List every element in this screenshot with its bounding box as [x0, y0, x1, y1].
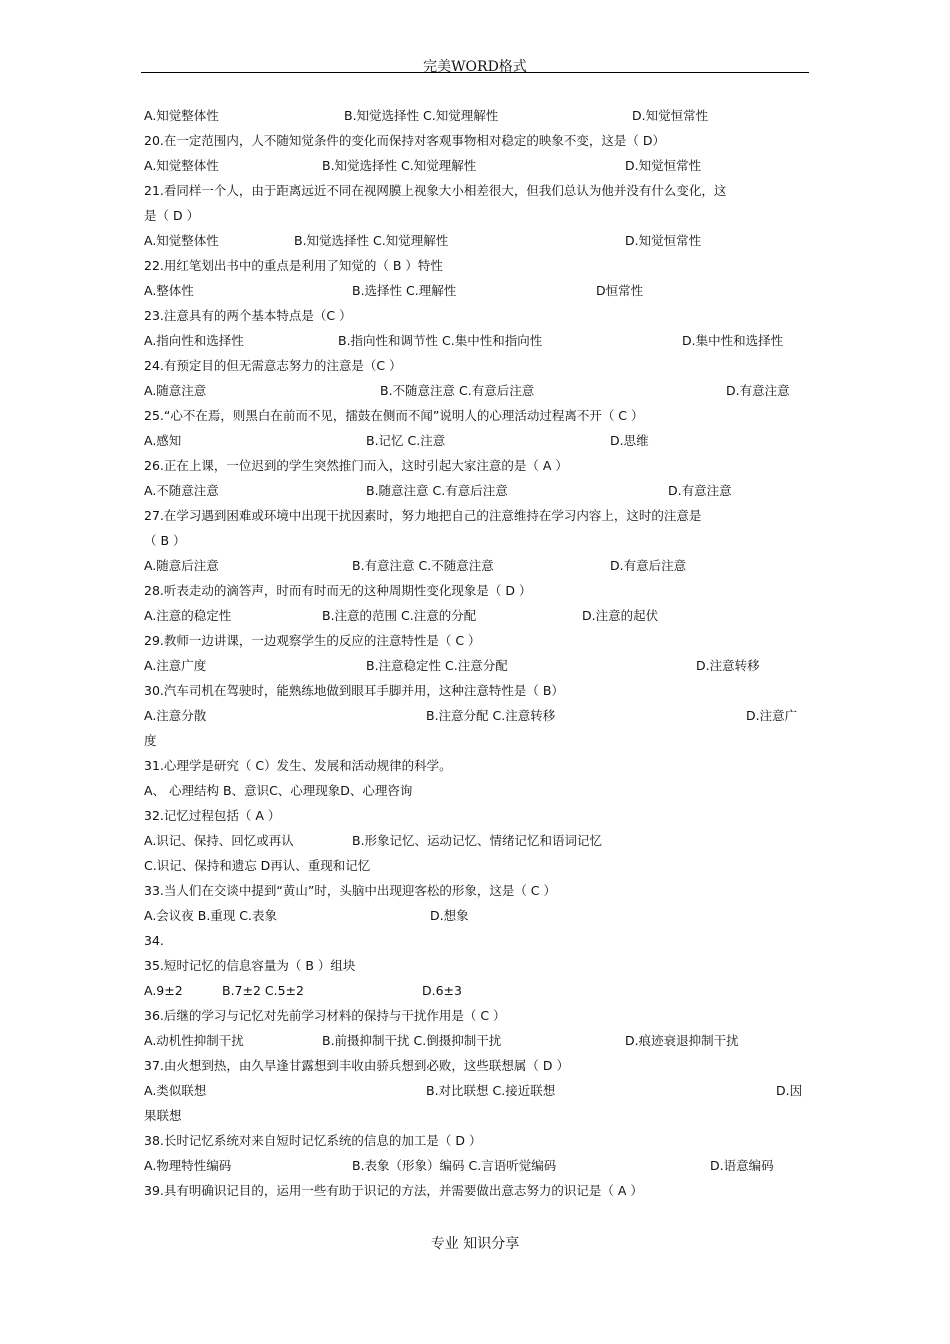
option-row	[144, 278, 812, 303]
question-line: 31.心理学是研究（ C）发生、发展和活动规律的科学。	[144, 758, 452, 773]
option-row	[144, 553, 812, 578]
question-line: 度	[144, 733, 157, 748]
option-text: B.随意注意 C.有意后注意	[366, 483, 508, 498]
option-row	[144, 378, 812, 403]
question-line: 32.记忆过程包括（ A ）	[144, 808, 281, 823]
option-text: A.不随意注意	[144, 483, 219, 498]
option-text: D.知觉恒常性	[625, 158, 702, 173]
question-line: 26.正在上课，一位迟到的学生突然推门而入，这时引起大家注意的是（ A ）	[144, 458, 568, 473]
option-text: D.知觉恒常性	[625, 233, 702, 248]
option-text: D.思维	[610, 433, 649, 448]
option-text: D.集中性和选择性	[682, 333, 784, 348]
option-text: A.类似联想	[144, 1083, 207, 1098]
option-row	[144, 228, 812, 253]
option-row	[144, 1028, 812, 1053]
option-text: B.知觉选择性 C.知觉理解性	[322, 158, 477, 173]
option-row	[144, 653, 812, 678]
option-text: A.随意后注意	[144, 558, 219, 573]
option-text: B.7±2 C.5±2	[222, 983, 304, 998]
option-row	[144, 978, 812, 1003]
option-text: D.痕迹衰退抑制干扰	[625, 1033, 739, 1048]
question-line: A、 心理结构 B、意识C、心理现象D、心理咨询	[144, 783, 413, 798]
option-text: B.记忆 C.注意	[366, 433, 446, 448]
option-text: B.知觉选择性 C.知觉理解性	[294, 233, 449, 248]
option-text: B.不随意注意 C.有意后注意	[380, 383, 535, 398]
question-line: 是（ D ）	[144, 208, 200, 223]
footer-text: 专业 知识分享	[430, 1236, 520, 1252]
option-row	[144, 478, 812, 503]
header-rule	[141, 72, 809, 73]
option-text: A.指向性和选择性	[144, 333, 244, 348]
option-row	[144, 153, 812, 178]
question-line: 34.	[144, 933, 164, 948]
option-row	[144, 1078, 812, 1103]
option-text: A.注意分散	[144, 708, 207, 723]
option-text: B.注意稳定性 C.注意分配	[366, 658, 508, 673]
option-text: A.9±2	[144, 983, 183, 998]
option-row	[144, 1153, 812, 1178]
option-text: A.知觉整体性	[144, 108, 219, 123]
page-header: 完美WORD格式	[423, 59, 527, 75]
option-text: D.因	[776, 1083, 803, 1098]
page-footer	[0, 1233, 950, 1253]
option-text: A.随意注意	[144, 383, 207, 398]
question-line: 27.在学习遇到困难或环境中出现干扰因素时，努力地把自己的注意维持在学习内容上，这时的注意是	[144, 508, 702, 523]
option-text: B.选择性 C.理解性	[352, 283, 457, 298]
option-row	[144, 103, 812, 128]
option-row	[144, 328, 812, 353]
question-line: 35.短时记忆的信息容量为（ B ）组块	[144, 958, 356, 973]
question-line: 22.用红笔划出书中的重点是利用了知觉的（ B ）特性	[144, 258, 443, 273]
option-text: A.注意广度	[144, 658, 207, 673]
option-text: A.注意的稳定性	[144, 608, 232, 623]
option-text: B.对比联想 C.接近联想	[426, 1083, 556, 1098]
option-text: A.会议夜 B.重现 C.表象	[144, 908, 278, 923]
option-text: D.有意注意	[726, 383, 790, 398]
option-text: B.知觉选择性 C.知觉理解性	[344, 108, 499, 123]
option-text: D.想象	[430, 908, 469, 923]
option-text: D.注意广	[746, 708, 798, 723]
question-line: 37.由火想到热，由久旱逢甘露想到丰收由骄兵想到必败，这些联想属（ D ）	[144, 1058, 569, 1073]
option-text: A.知觉整体性	[144, 158, 219, 173]
option-text: A.动机性抑制干扰	[144, 1033, 244, 1048]
option-row	[144, 703, 812, 728]
option-text: D恒常性	[596, 283, 644, 298]
question-line: 20.在一定范围内，人不随知觉条件的变化而保持对客观事物相对稳定的映象不变，这是（ D）	[144, 133, 665, 148]
option-text: A.识记、保持、回忆或再认	[144, 833, 294, 848]
option-row	[144, 428, 812, 453]
option-text: A.物理特性编码	[144, 1158, 232, 1173]
question-line: （ B ）	[144, 533, 186, 548]
question-line: 28.听表走动的滴答声，时而有时而无的这种周期性变化现象是（ D ）	[144, 583, 532, 598]
option-text: D.有意注意	[668, 483, 732, 498]
option-text: D.知觉恒常性	[632, 108, 709, 123]
question-line: 30.汽车司机在驾驶时，能熟练地做到眼耳手脚并用，这种注意特性是（ B）	[144, 683, 564, 698]
option-text: D.注意的起伏	[582, 608, 659, 623]
option-text: B.注意分配 C.注意转移	[426, 708, 556, 723]
option-text: B.表象（形象）编码 C.言语听觉编码	[352, 1158, 557, 1173]
question-line: 39.具有明确识记目的，运用一些有助于识记的方法，并需要做出意志努力的识记是（ A ）	[144, 1183, 643, 1198]
question-line: 24.有预定目的但无需意志努力的注意是（C ）	[144, 358, 402, 373]
question-line: 果联想	[144, 1108, 182, 1123]
option-row	[144, 603, 812, 628]
question-line: 33.当人们在交谈中提到“黄山”时，头脑中出现迎客松的形象，这是（ C ）	[144, 883, 557, 898]
option-text: A.感知	[144, 433, 182, 448]
question-line: 29.教师一边讲课，一边观察学生的反应的注意特性是（ C ）	[144, 633, 481, 648]
question-line: 21.看同样一个人，由于距离远近不同在视网膜上视象大小相差很大，但我们总认为他并没有什么变化，这	[144, 183, 727, 198]
option-row	[144, 903, 812, 928]
option-text: D.有意后注意	[610, 558, 687, 573]
question-line: 23.注意具有的两个基本特点是（C ）	[144, 308, 352, 323]
option-text: B.注意的范围 C.注意的分配	[322, 608, 477, 623]
option-text: B.形象记忆、运动记忆、情绪记忆和语词记忆	[352, 833, 603, 848]
option-text: A.整体性	[144, 283, 194, 298]
option-text: B.前摄抑制干扰 C.倒摄抑制干扰	[322, 1033, 502, 1048]
option-row	[144, 828, 812, 853]
option-text: B.有意注意 C.不随意注意	[352, 558, 494, 573]
document-body	[144, 103, 812, 1203]
question-line: 25.“心不在焉，则黑白在前而不见，擂鼓在侧而不闻”说明人的心理活动过程离不开（ C ）	[144, 408, 644, 423]
option-text: A.知觉整体性	[144, 233, 219, 248]
option-text: D.注意转移	[696, 658, 760, 673]
option-text: D.语意编码	[710, 1158, 774, 1173]
question-line: 38.长时记忆系统对来自短时记忆系统的信息的加工是（ D ）	[144, 1133, 482, 1148]
option-text: B.指向性和调节性 C.集中性和指向性	[338, 333, 543, 348]
option-text: D.6±3	[422, 983, 462, 998]
question-line: C.识记、保持和遗忘 D再认、重现和记忆	[144, 858, 371, 873]
question-line: 36.后继的学习与记忆对先前学习材料的保持与干扰作用是（ C ）	[144, 1008, 506, 1023]
